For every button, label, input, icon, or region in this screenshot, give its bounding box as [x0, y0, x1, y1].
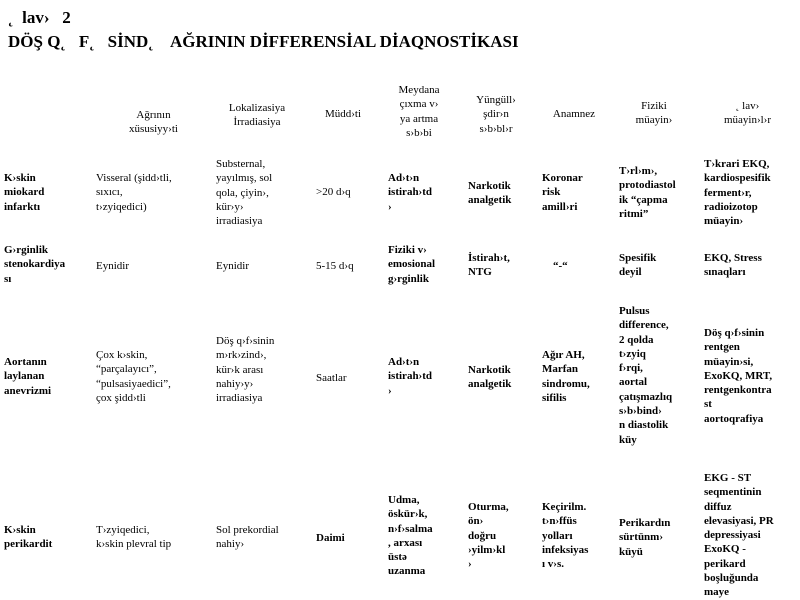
page-title: DÖŞ Q˛ F˛ SİND˛ AĞRININ DİFFERENSİAL DİAQNOSTİKASI	[8, 32, 519, 51]
row-pericarditis-disease: K›skin perikardit	[4, 524, 53, 551]
header-relief: Yüngüll› şdir›n s›b›bl›r	[476, 94, 516, 135]
row-aneurysm-character: Çox k›skin, “parçalayıcı”, “pulsasiyaedici”, çox şidd›tli	[96, 349, 171, 404]
row-pericarditis-duration: Daimi	[316, 532, 345, 544]
row-angina-history: “-“	[553, 260, 568, 272]
row-mi-duration: >20 d›q	[316, 186, 351, 198]
header-trigger: Meydana çıxma v› ya artma s›b›bi	[398, 84, 440, 139]
row-aneurysm-relief: Narkotik analgetik	[468, 364, 512, 391]
row-mi-relief: Narkotik analgetik	[468, 180, 512, 207]
row-pericarditis-relief: Oturma, ön› doğru ›yilm›kl ›	[468, 501, 509, 571]
row-mi-physical: T›rl›m›, protodiastol ik “çapma ritmi”	[619, 165, 676, 220]
row-mi-localization: Substernal, yayılmış, sol qola, çiyin›, kür›y› irradiasiya	[216, 158, 273, 228]
row-pericarditis-additional: EKG - ST seqmentinin diffuz elevasiyasi, PR depressiyasi ExoKQ - perikard boşluğunda maye	[704, 472, 774, 599]
row-angina-relief: İstirah›t, NTG	[468, 252, 510, 279]
row-aneurysm-disease: Aortanın laylanan anevrizmi	[4, 356, 52, 397]
header-additional: ˛ lav› müayin›l›r	[723, 100, 772, 127]
header-localization: Lokalizasiya İrradiasiya	[228, 102, 286, 129]
row-pericarditis-history: Keçirilm. t›n›ffüs yolları infeksiyas ı v›s.	[542, 501, 589, 571]
row-mi-trigger: Ad›t›n istirah›td ›	[388, 172, 432, 213]
row-aneurysm-additional: Döş q›f›sinin rentgen müayin›si, ExoKQ, MRT, rentgenkontra st aortoqrafiya	[704, 327, 773, 425]
row-angina-physical: Spesifik deyil	[619, 252, 657, 279]
header-character: Ağrının xüsusiyy›ti	[129, 109, 178, 136]
header-history: Anamnez	[552, 108, 596, 120]
row-aneurysm-history: Ağır AH, Marfan sindromu, sifilis	[542, 349, 590, 404]
row-angina-character: Eynidir	[96, 260, 129, 272]
row-mi-disease: K›skin miokard infarktı	[4, 172, 45, 213]
appendix-label: ˛ lav› 2	[8, 8, 71, 27]
row-mi-additional: T›krari EKQ, kardiospesifik ferment›r, radioizotop müayin›	[704, 158, 771, 228]
row-angina-trigger: Fiziki v› emosional g›rginlik	[388, 244, 436, 285]
row-aneurysm-trigger: Ad›t›n istirah›td ›	[388, 356, 432, 397]
row-angina-disease: G›rginlik stenokardiya sı	[4, 244, 66, 285]
row-mi-history: Koronar risk amill›ri	[542, 172, 583, 213]
row-mi-character: Visseral (şidd›tli, sıxıcı, t›zyiqedici)	[96, 172, 172, 213]
row-pericarditis-localization: Sol prekordial nahiy›	[216, 524, 279, 551]
row-angina-duration: 5-15 d›q	[316, 260, 354, 272]
row-pericarditis-physical: Perikardın sürtünm› küyü	[619, 517, 671, 558]
row-angina-additional: EKQ, Stress sınaqları	[704, 252, 762, 279]
header-duration: Müdd›ti	[324, 108, 362, 120]
row-pericarditis-trigger: Udma, öskür›k, n›f›salma , arxası üstə uzanma	[388, 494, 433, 578]
header-physical: Fiziki müayin›	[635, 100, 673, 127]
row-aneurysm-localization: Döş q›f›sinin m›rk›zind›, kür›k arası nahiy›y› irradiasiya	[216, 335, 275, 405]
row-angina-localization: Eynidir	[216, 260, 249, 272]
row-aneurysm-physical: Pulsus difference, 2 qolda t›zyiq f›rqi, aortal çatışmazlıq s›b›bind› n diastolik küy	[619, 305, 673, 446]
row-pericarditis-character: T›zyiqedici, k›skin plevral tip	[96, 524, 172, 551]
row-aneurysm-duration: Saatlar	[316, 372, 347, 384]
